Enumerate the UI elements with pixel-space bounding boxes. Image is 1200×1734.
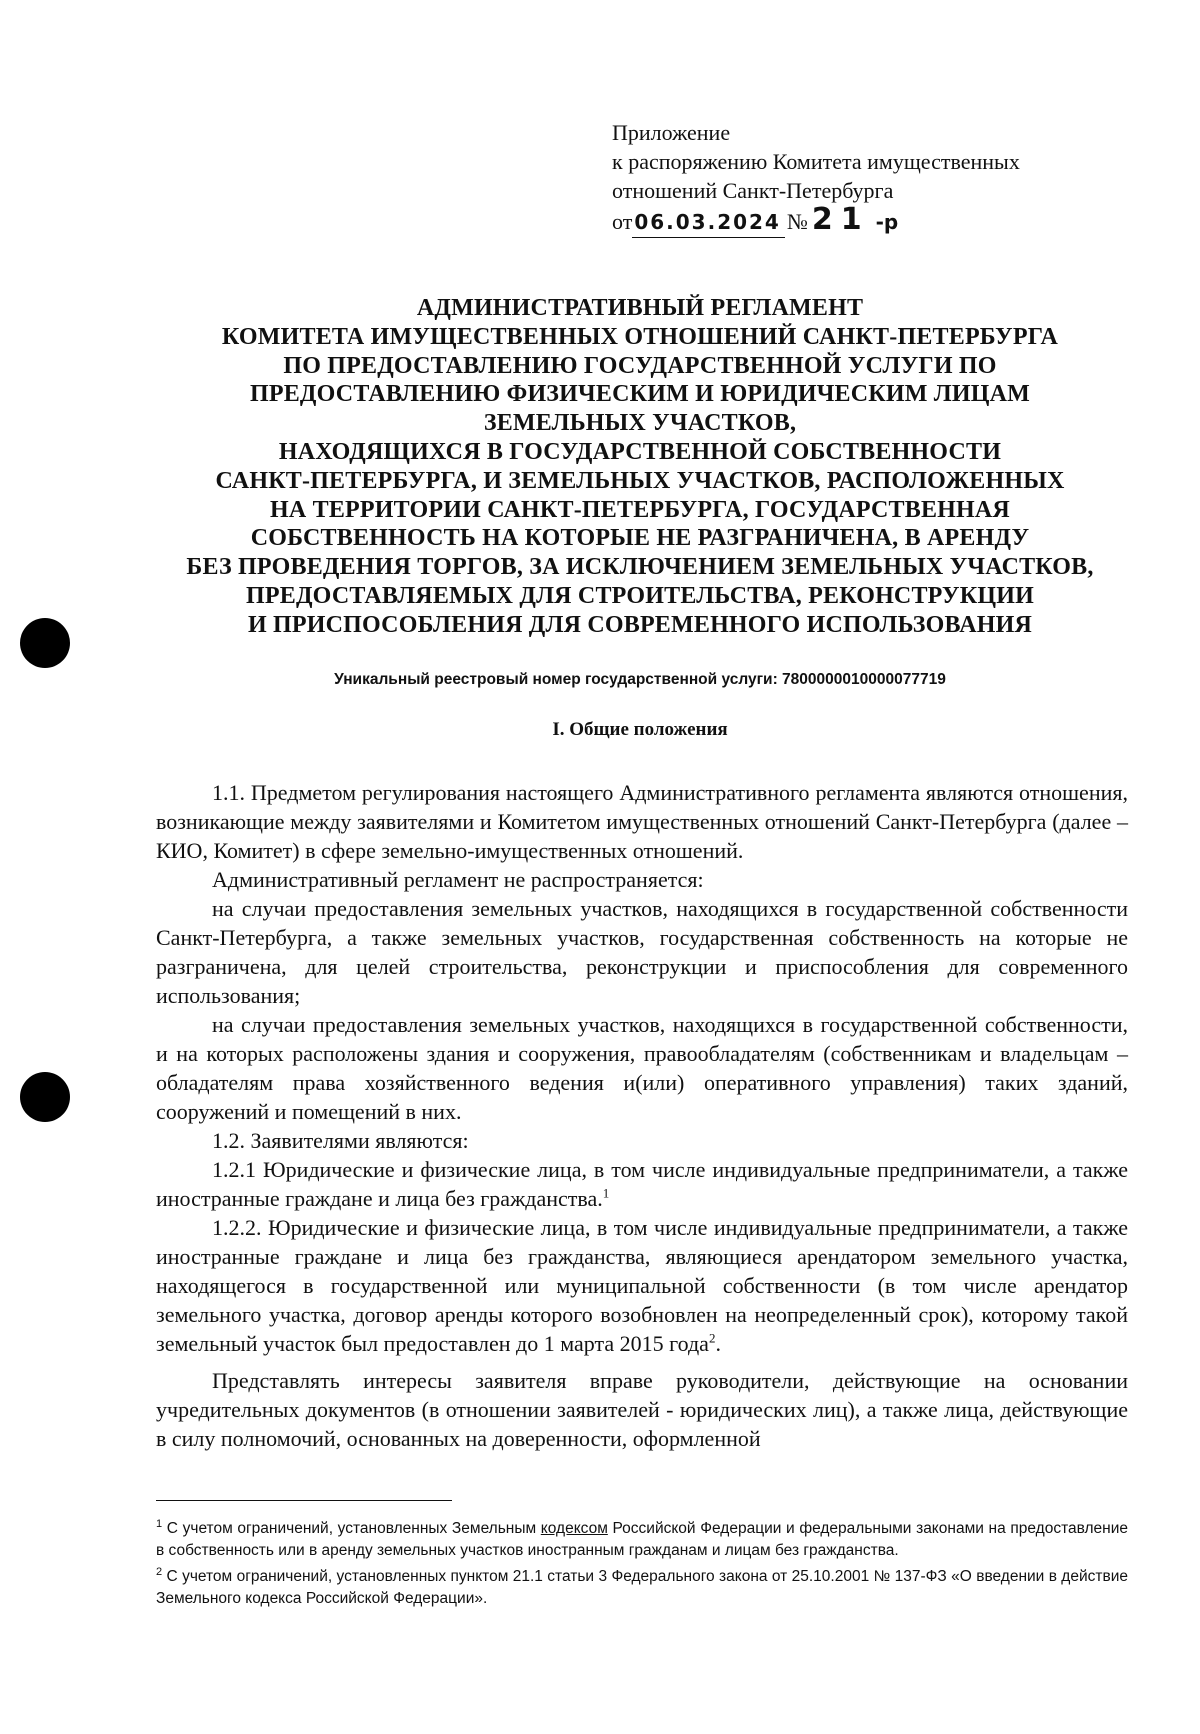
paragraph-scope-intro: Административный регламент не распространяется: [212,867,704,892]
title-line: ПО ПРЕДОСТАВЛЕНИЮ ГОСУДАРСТВЕННОЙ УСЛУГИ ПО [283,352,997,379]
paragraph-scope-construction: на случаи предоставления земельных участков, находящихся в государственной собственности Санкт-Петербурга, а также земельных участков, государственная собственность на которые не разграничена, для целей строительства, реконструкции и приспособления для современного использования; [156,896,1128,1008]
punch-hole-mark [20,1072,70,1122]
registry-number: Уникальный реестровый номер государственной услуги: 7800000010000077719 [334,671,946,688]
section-heading: I. Общие положения [552,719,728,740]
title-line: ПРЕДОСТАВЛЕНИЮ ФИЗИЧЕСКИМ И ЮРИДИЧЕСКИМ ЛИЦАМ [250,381,1030,408]
annex-date: 06.03.2024 [632,208,785,238]
annex-date-prefix: от [612,209,633,234]
annex-date-line [612,202,1132,238]
footnote-2 [156,1566,1128,1610]
footnotes [156,1518,1128,1610]
paragraph-1-2-2-end: . [715,1331,721,1356]
paragraph-1-2-1-text: 1.2.1 Юридические и физические лица, в том числе индивидуальные предприниматели, а также иностранные граждане и лица без гражданства. [156,1157,1128,1211]
title-line: СОБСТВЕННОСТЬ НА КОТОРЫЕ НЕ РАЗГРАНИЧЕНА, В АРЕНДУ [250,525,1030,552]
title-line: БЕЗ ПРОВЕДЕНИЯ ТОРГОВ, ЗА ИСКЛЮЧЕНИЕМ ЗЕМЕЛЬНЫХ УЧАСТКОВ, [186,554,1094,581]
title-line: НА ТЕРРИТОРИИ САНКТ-ПЕТЕРБУРГА, ГОСУДАРСТВЕННАЯ [270,496,1010,523]
footnote-divider [156,1500,452,1501]
footnote-ref-2: 2 [708,1330,716,1346]
title-line: АДМИНИСТРАТИВНЫЙ РЕГЛАМЕНТ [416,295,864,321]
document-title [140,294,1140,640]
document-body [156,778,1128,1453]
annex-block [612,118,1132,238]
annex-number: 21 [811,202,870,237]
title-line: НАХОДЯЩИХСЯ В ГОСУДАРСТВЕННОЙ СОБСТВЕННОСТИ [278,438,1002,465]
annex-label: Приложение [612,120,731,145]
footnote-1-mark: 1 [156,1517,163,1530]
annex-number-suffix: -р [875,210,899,234]
footnote-2-mark: 2 [156,1565,163,1578]
title-line: КОМИТЕТА ИМУЩЕСТВЕННЫХ ОТНОШЕНИЙ САНКТ-ПЕТЕРБУРГА [221,323,1059,350]
paragraph-scope-buildings: на случаи предоставления земельных участков, находящихся в государственной собственности, и на которых расположены здания и сооружения, правообладателям (собственникам и владельцам – обладателям права хозяйственного ведения и(или) оперативного управления) таких зданий, сооружений и помещений в них. [156,1012,1128,1124]
annex-order-ref: к распоряжению Комитета имущественных [612,149,1020,174]
footnote-1-text-start: С учетом ограничений, установленных Земельным [166,1520,541,1537]
footnote-ref-1: 1 [602,1185,610,1201]
title-line: И ПРИСПОСОБЛЕНИЯ ДЛЯ СОВРЕМЕННОГО ИСПОЛЬЗОВАНИЯ [247,611,1033,638]
footnote-2-text: С учетом ограничений, установленных пунктом 21.1 статьи 3 Федерального закона от 25.10.2001 № 137-ФЗ «О введении в действие Земельного кодекса Российской Федерации». [156,1568,1128,1607]
footnote-1-code-link[interactable]: кодексом [540,1520,608,1537]
footnote-1-text-end: Российской Федерации и федеральными законами на предоставление в собственность или в аренду земельных участков иностранным гражданам и лицам без гражданства. [156,1520,1128,1559]
paragraph-1-1: 1.1. Предметом регулирования настоящего Административного регламента являются отношения, возникающие между заявителями и Комитетом имущественных отношений Санкт-Петербурга (далее – КИО, Комитет) в сфере земельно-имущественных отношений. [156,780,1128,863]
paragraph-1-2-2 [156,1213,1128,1358]
paragraph-representatives: Представлять интересы заявителя вправе руководители, действующие на основании учредительных документов (в отношении заявителей - юридических лиц), а также лица, действующие в силу полномочий, основанных на доверенности, оформленной [156,1368,1128,1451]
title-line: ПРЕДОСТАВЛЯЕМЫХ ДЛЯ СТРОИТЕЛЬСТВА, РЕКОНСТРУКЦИИ [246,582,1034,609]
paragraph-1-2-2-text: 1.2.2. Юридические и физические лица, в том числе индивидуальные предприниматели, а также иностранные граждане и лица без гражданства, являющиеся арендатором земельного участка, находящегося в государственной или муниципальной собственности (в том числе арендатор земельного участка, договор аренды которого возобновлен на неопределенный срок), которому такой земельный участок был предоставлен до 1 марта 2015 года [156,1215,1128,1356]
annex-number-prefix: № [786,209,808,234]
footnote-1 [156,1518,1128,1562]
punch-hole-mark [20,618,70,668]
title-line: САНКТ-ПЕТЕРБУРГА, И ЗЕМЕЛЬНЫХ УЧАСТКОВ, РАСПОЛОЖЕННЫХ [215,467,1065,494]
title-line: ЗЕМЕЛЬНЫХ УЧАСТКОВ, [483,410,797,437]
paragraph-1-2: 1.2. Заявителями являются: [212,1128,469,1153]
paragraph-1-2-1 [156,1155,1128,1213]
annex-committee: отношений Санкт-Петербурга [612,178,894,203]
